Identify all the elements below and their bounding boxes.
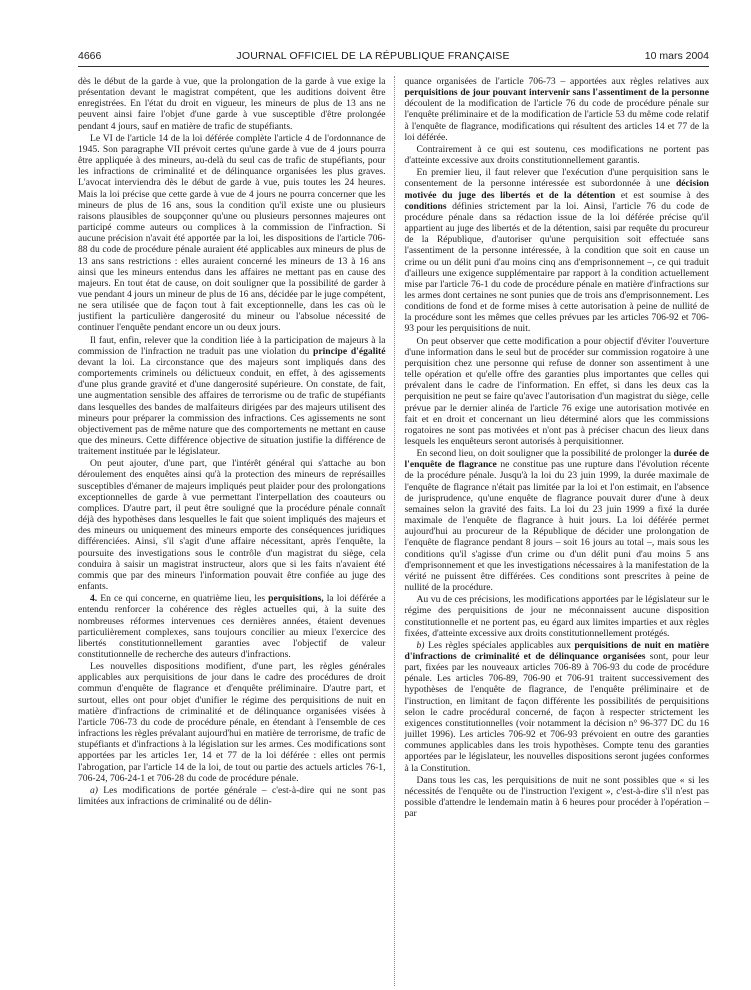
text-run: sont, pour leur part, fixées par les nouveaux articles 706-89 à 706-93 du code de procédure pénale. Les articles 706-89, 706-90 et 706-91 traitent successivement des hypothèses de l'enquête de flagrance, de l'enquête préliminaire et de l'instruction, en limitant de façon différente les possibilités de perquisitions selon le cadre procédural concerné, de façon à respecter strictement les exigences constitutionnelles (voir notamment la décision n° 96-377 DC du 16 juillet 1996). Les articles 706-92 et 706-93 prévoient en outre des garanties communes applicables dans les trois hypothèses. Compte tenu des garanties apportées par le législateur, les nouvelles dispositions seront jugées conformes à la Constitution. bbox=[404, 650, 709, 774]
emphasis: conditions bbox=[404, 200, 447, 212]
paragraph bbox=[78, 785, 386, 807]
journal-title: JOURNAL OFFICIEL DE LA RÉPUBLIQUE FRANÇAISE bbox=[236, 50, 510, 62]
paragraph: Dans tous les cas, les perquisitions de nuit ne sont possibles que « si les nécessités de l'enquête ou de l'instruction l'exigent », c'est-à-dire s'il n'est pas possible d'attendre le lendemain matin à 6 heures pour procéder à l'opération – par bbox=[404, 774, 709, 820]
paragraph: dès le début de la garde à vue, que la prolongation de la garde à vue exige la présentation devant le magistrat compétent, que les auditions doivent être enregistrées. En l'état du droit en vigueur, les mineurs de plus de 13 ans ne peuvent ainsi faire l'objet d'une garde à vue susceptible d'être prolongée pendant 4 jours, sauf en matière de trafic de stupéfiants. bbox=[78, 76, 386, 132]
page-number: 4666 bbox=[78, 50, 102, 62]
paragraph bbox=[405, 448, 710, 593]
text-run: quance organisées de l'article 706-73 – apportées aux règles relatives aux bbox=[404, 76, 709, 87]
paragraph: Le VI de l'article 14 de la loi déférée complète l'article 4 de l'ordonnance de 1945. Son paragraphe VII prévoit certes qu'une garde à vue de 4 jours pourra être appliquée à des mineurs, au-delà du seul cas de trafic de stupéfiants, pour les infractions de criminalité et de délinquance organisées les plus graves. L'avocat interviendra dès le début de garde à vue, puis toutes les 24 heures. Mais la loi précise que cette garde à vue de 4 jours ne pourra concerner que les mineurs de plus de 16 ans, sous la condition qu'il existe une ou plusieurs raisons plausibles de soupçonner qu'une ou plusieurs personnes majeures ont participé comme auteurs ou complices à la commission de l'infraction. Si aucune précision n'avait été apportée par la loi, les dispositions de l'article 706-88 du code de procédure pénale auraient été applicables aux mineurs de plus de 13 ans sans restrictions : elles auraient concerné les mineurs de 13 à 16 ans ainsi que les mineurs entendus dans les affaires ne mettant pas en cause des majeurs. En tout état de cause, on doit souligner que la possibilité de garder à vue pendant 4 jours un mineur de plus de 16 ans, décidée par le juge compétent, ne sera utilisée que de façon tout à fait exceptionnelle, dans les cas où le justifient la particulière dangerosité du mineur ou l'absolue nécessité de continuer l'enquête pendant encore un ou deux jours. bbox=[78, 132, 386, 334]
text-columns bbox=[78, 76, 709, 986]
publication-date: 10 mars 2004 bbox=[644, 50, 709, 62]
text-run: ne constitue pas une rupture dans l'évolution récente de la procédure pénale. Jusqu'à la loi du 23 juin 1999, la durée maximale de l'enquête de flagrance n'était pas limitée par la loi et l'on estimait, en l'absence de jurisprudence, qu'une enquête de flagrance pouvait durer d'une à deux semaines selon la gravité des faits. La loi du 23 juin 1999 a fixé la durée maximale de l'enquête de flagrance à huit jours. La loi déférée permet aujourd'hui au procureur de la République de décider une prolongation de l'enquête de flagrance pendant 8 jours – soit 16 jours au total –, mais sous les conditions qu'il s'agisse d'un crime ou d'un délit puni d'au moins 5 ans d'emprisonnement et que les investigations nécessaires à la manifestation de la vérité ne puissent être différées. Ces conditions sont prescrites à peine de nullité de la procédure. bbox=[404, 459, 709, 594]
paragraph: Contrairement à ce qui est soutenu, ces modifications ne portent pas d'atteinte excessive aux droits constitutionnellement garantis. bbox=[404, 143, 709, 167]
text-run: En ce qui concerne, en quatrième lieu, les bbox=[97, 593, 269, 605]
text-run: En second lieu, on doit souligner que la possibilité de prolonger la bbox=[416, 448, 674, 460]
section-number: 4. bbox=[90, 593, 98, 605]
text-run: la loi déférée a entendu renforcer la cohérence des règles actuelles qui, à la suite des nombreuses réformes intervenues ces dernières années, étaient devenues particulièrement complexes, sans toujours concilier au mieux l'exercice des libertés constitutionnellement garanties avec l'objectif de valeur constitutionnelle de recherche des auteurs d'infractions. bbox=[78, 593, 386, 660]
emphasis: perquisitions de jour pouvant intervenir sans l'assentiment de la personne bbox=[404, 87, 709, 99]
left-column bbox=[78, 76, 386, 986]
text-run: En premier lieu, il faut relever que l'exécution d'une perquisition sans le consentement de la personne intéressée est subordonnée à une bbox=[404, 167, 709, 190]
text-run: définies strictement par la loi. Ainsi, l'article 76 du code de procédure pénale dans sa rédaction issue de la loi déférée précise qu'il appartient au juge des libertés et de la détention, saisi par requête du procureur de la République, d'autoriser qu'une perquisition soit effectuée sans l'assentiment de la personne intéressée, à la condition que soit en cause un crime ou un délit puni d'au moins cinq ans d'emprisonnement –, ce qui traduit d'ailleurs une exigence supplémentaire par rapport à la condition actuellement mise par l'article 76-1 du code de procédure pénale en matière d'infractions sur les armes dont certaines ne sont punies que de trois ans d'emprisonnement. Les conditions de fond et de forme mises à cette autorisation à peine de nullité de la procédure sont les mêmes que celles prévues par les articles 706-92 et 706-93 pour les perquisitions de nuit. bbox=[404, 200, 709, 335]
emphasis: durée de l'enquête de flagrance bbox=[404, 448, 709, 471]
paragraph: Au vu de ces précisions, les modifications apportées par le législateur sur le régime des perquisitions de jour ne méconnaissent aucune disposition constitutionnelle et ne portent pas, eu égard aux limites imparties et aux règles fixées, d'atteinte excessive aux droits constitutionnellement protégés. bbox=[404, 594, 709, 639]
right-column bbox=[394, 76, 710, 986]
emphasis: décision motivée du juge des libertés et de la détention bbox=[404, 178, 709, 201]
text-run: devant la loi. La circonstance que des majeurs sont impliqués dans des comportements criminels ou délictueux conduit, en effet, à des agissements d'une plus grande gravité et d'une dangerosité supérieure. On constate, de fait, une augmentation sensible des affaires de terrorisme ou de trafic de stupéfiants dans lesquelles des bandes de malfaiteurs dirigées par des majeurs utilisent des mineurs pour préparer la commission des infractions. Ces agissements ne sont objectivement pas de même nature que des comportements ne mettant en cause que des mineurs. Cette différence objective de situation justifie la différence de traitement instituée par le législateur. bbox=[78, 356, 386, 458]
paragraph: Les nouvelles dispositions modifient, d'une part, les règles générales applicables aux perquisitions de jour dans le cadre des procédures de droit commun d'enquête de flagrance et d'enquête préliminaire. D'autre part, et surtout, elles ont pour objet d'unifier le régime des perquisitions de nuit en matière d'infractions de criminalité et de délinquance organisées visées à l'article 706-73 du code de procédure pénale, en étendant à l'ensemble de ces infractions les règles prévalant aujourd'hui en matière de terrorisme, de trafic de stupéfiants et d'infractions à la législation sur les armes. Ces modifications sont apportées par les articles 1er, 14 et 77 de la loi déférée : elles ont permis l'abrogation, par l'article 14 de la loi, de tout ou partie des actuels articles 76-1, 706-24, 706-24-1 et 706-28 du code de procédure pénale. bbox=[78, 661, 386, 784]
text-run: Les règles spéciales applicables aux bbox=[424, 639, 575, 651]
paragraph bbox=[405, 640, 710, 774]
text-run: et est soumise à des bbox=[615, 189, 709, 201]
page-header bbox=[78, 48, 709, 64]
paragraph: On peut ajouter, d'une part, que l'intérêt général qui s'attache au bon déroulement des enquêtes ainsi qu'à la protection des mineurs de représailles susceptibles d'émaner de majeurs impliqués peut plaider pour des prolongations exceptionnelles de garde à vue permettant l'interpellation des coauteurs ou complices. D'autre part, il peut être souligné que la procédure pénale connaît déjà des hypothèses dans lesquelles le fait que soient impliqués des majeurs et des mineurs ou uniquement des mineurs emporte des conséquences juridiques différenciées. Ainsi, s'il s'agit d'une affaire nécessitant, après l'enquête, la poursuite des investigations sous le contrôle d'un magistrat du siège, cela conduira à saisir un magistrat instructeur, alors que si les faits n'avaient été commis que par des mineurs l'information pouvait être confiée au juge des enfants. bbox=[78, 458, 386, 593]
text-run: découlent de la modification de l'article 76 du code de procédure pénale sur l'enquête préliminaire et de la modification de l'article 53 du même code relatif à l'enquête de flagrance, modifications qui résultent des articles 14 et 77 de la loi déférée. bbox=[404, 98, 709, 143]
list-label: a) bbox=[90, 784, 98, 796]
paragraph bbox=[405, 167, 710, 334]
paragraph bbox=[405, 76, 710, 143]
paragraph bbox=[78, 593, 386, 660]
emphasis: perquisitions, bbox=[268, 593, 324, 605]
text-run: Les modifications de portée générale – c'est-à-dire qui ne sont pas limitées aux infractions de criminalité ou de délin- bbox=[78, 784, 386, 807]
paragraph bbox=[78, 335, 386, 458]
emphasis: principe d'égalité bbox=[313, 345, 386, 357]
list-label: b) bbox=[416, 639, 425, 651]
paragraph: On peut observer que cette modification a pour objectif d'éviter l'ouverture d'une information dans le seul but de procéder sur commission rogatoire à une perquisition chez une personne qui refuse de donner son assentiment à une telle opération et qu'elle offre des garanties plus importantes que celles qui prévalent dans le cadre de l'information. En effet, si dans les deux cas la perquisition ne peut se faire qu'avec l'autorisation d'un magistrat du siège, celle prévue par le dernier alinéa de l'article 76 exige une autorisation motivée en fait et en droit et concernant un lieu déterminé alors que les commissions rogatoires ne sont pas motivées et n'ont pas à préciser chacun des lieux dans lesquels les enquêteurs seront autorisés à perquisitionner. bbox=[404, 335, 709, 447]
header-rule bbox=[78, 66, 709, 67]
emphasis: perquisitions de nuit en matière d'infractions de criminalité et de délinquance organisées bbox=[404, 639, 709, 662]
text-run: Il faut, enfin, relever que la condition liée à la participation de majeurs à la commission de l'infraction ne traduit pas une violation du bbox=[78, 334, 386, 357]
